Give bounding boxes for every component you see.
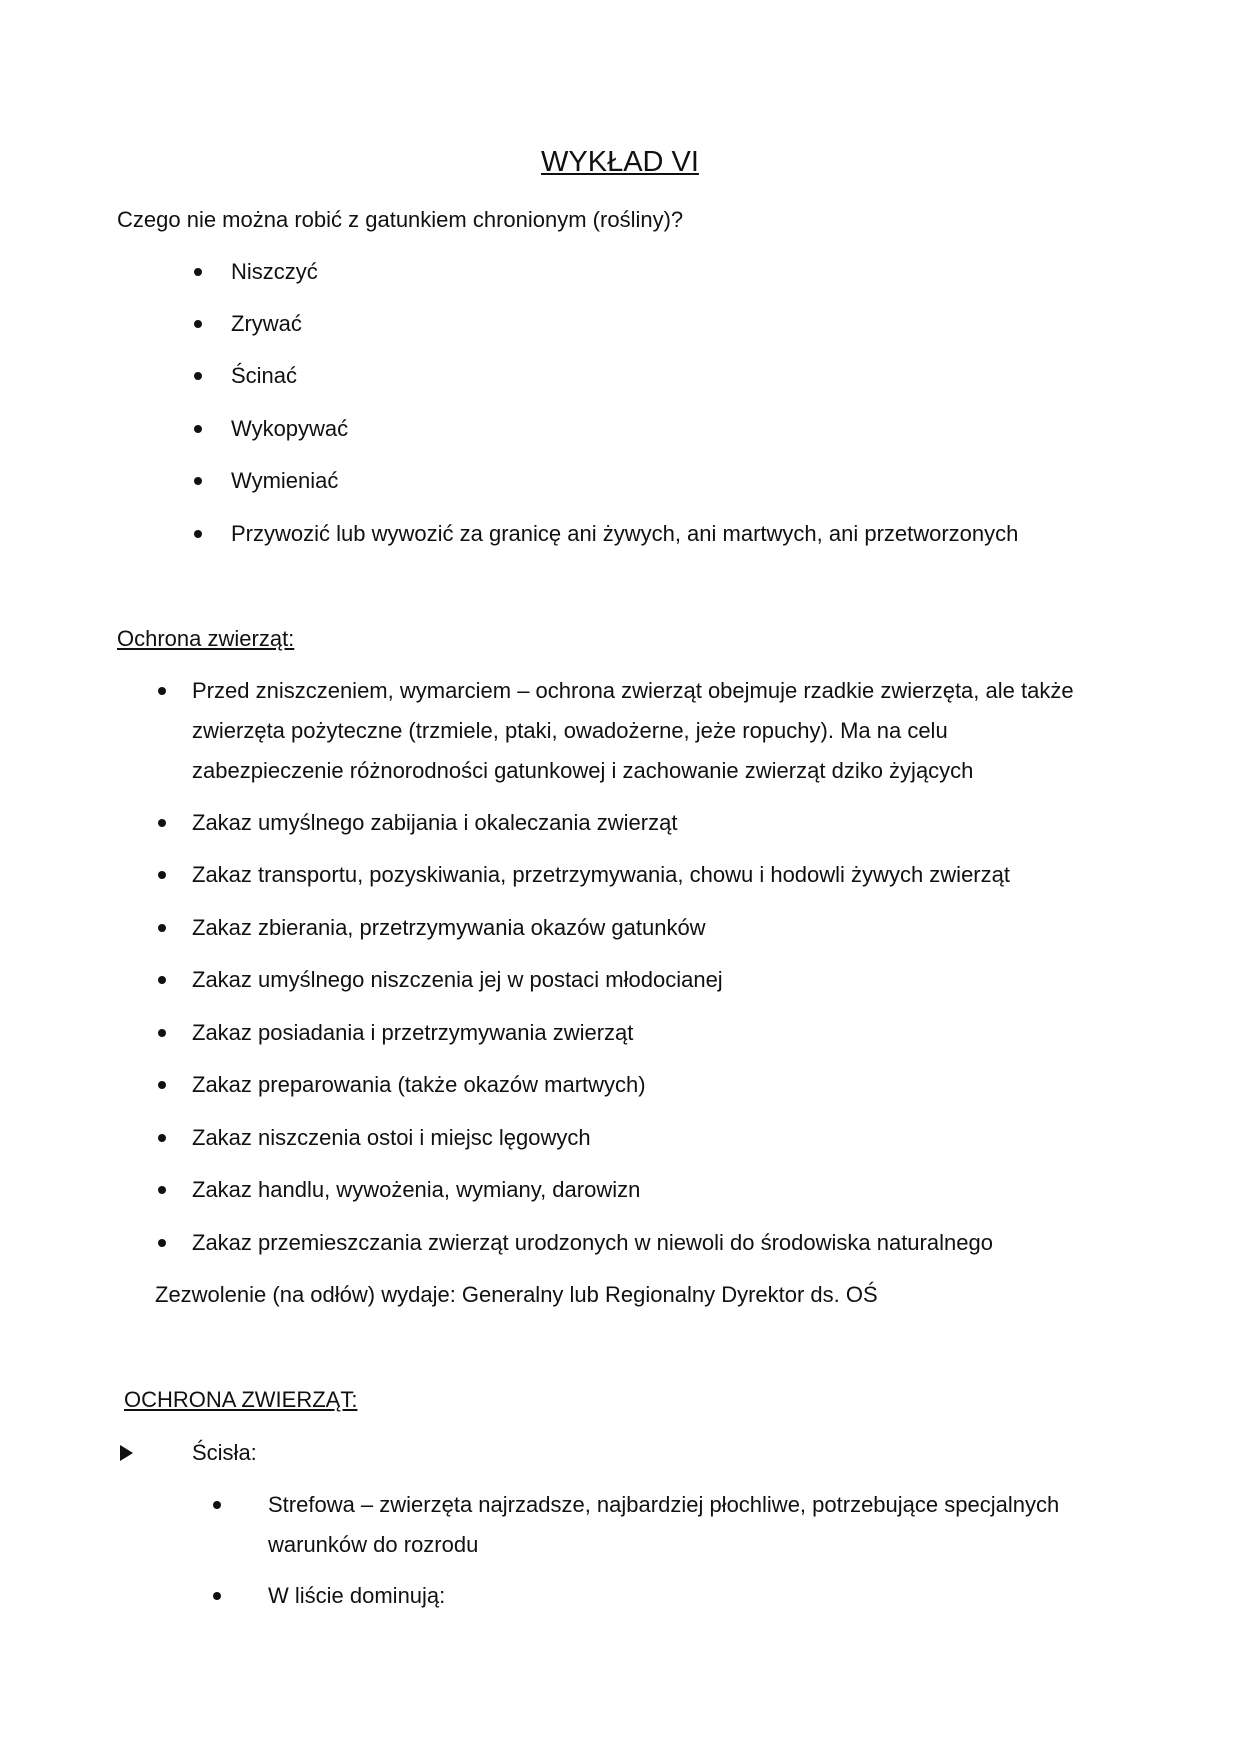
bullet-icon (194, 425, 202, 433)
bullet-icon (158, 1186, 166, 1194)
list-item: Przywozić lub wywozić za granicę ani żywych, ani martwych, ani przetworzonych (231, 521, 1019, 546)
bullet-icon (213, 1501, 221, 1509)
bullet-icon (213, 1592, 221, 1600)
bullet-icon (158, 1239, 166, 1247)
list-item-line: zwierzęta pożyteczne (trzmiele, ptaki, owadożerne, jeże ropuchy). Ma na celu (192, 718, 948, 743)
list-item: Zakaz transportu, pozyskiwania, przetrzymywania, chowu i hodowli żywych zwierząt (192, 862, 1010, 887)
arrow-item: Ścisła: (192, 1440, 257, 1465)
list-item: Niszczyć (231, 259, 318, 284)
bullet-icon (158, 924, 166, 932)
bullet-icon (158, 819, 166, 827)
list-item-line: zabezpieczenie różnorodności gatunkowej i zachowanie zwierząt dziko żyjących (192, 758, 974, 783)
list-item-line: W liście dominują: (268, 1583, 446, 1608)
bullet-icon (158, 871, 166, 879)
bullet-icon (158, 1081, 166, 1089)
list-item: Zakaz umyślnego niszczenia jej w postaci młodocianej (192, 967, 723, 992)
bullet-icon (194, 372, 202, 380)
list-item: Zakaz posiadania i przetrzymywania zwierząt (192, 1020, 634, 1045)
section3-heading: OCHRONA ZWIERZĄT: (124, 1387, 358, 1412)
list-item: Zakaz umyślnego zabijania i okaleczania zwierząt (192, 810, 678, 835)
list-item-line: Strefowa – zwierzęta najrzadsze, najbardziej płochliwe, potrzebujące specjalnych (268, 1492, 1060, 1517)
list-item: Ścinać (231, 363, 298, 388)
list-item: Zakaz niszczenia ostoi i miejsc lęgowych (192, 1125, 591, 1150)
list-item-line: Przed zniszczeniem, wymarciem – ochrona zwierząt obejmuje rzadkie zwierzęta, ale także (192, 678, 1074, 703)
section1-question: Czego nie można robić z gatunkiem chronionym (rośliny)? (117, 207, 684, 232)
list-item-line: warunków do rozrodu (268, 1532, 479, 1557)
list-item: Zrywać (231, 311, 302, 336)
bullet-icon (194, 530, 202, 538)
section2-heading: Ochrona zwierząt: (117, 626, 295, 651)
list-item: Zakaz handlu, wywożenia, wymiany, darowizn (192, 1177, 641, 1202)
bullet-icon (194, 268, 202, 276)
list-item: Wykopywać (231, 416, 349, 441)
bullet-icon (158, 687, 166, 695)
list-item: Zakaz preparowania (także okazów martwych) (192, 1072, 646, 1097)
permit-note: Zezwolenie (na odłów) wydaje: Generalny lub Regionalny Dyrektor ds. OŚ (155, 1282, 878, 1307)
bullet-icon (158, 1029, 166, 1037)
list-item: Zakaz przemieszczania zwierząt urodzonych w niewoli do środowiska naturalnego (192, 1230, 993, 1255)
bullet-icon (194, 477, 202, 485)
arrow-bullet-icon (120, 1445, 133, 1461)
page-title: WYKŁAD VI (541, 146, 699, 178)
list-item: Wymieniać (231, 468, 339, 493)
bullet-icon (158, 1134, 166, 1142)
bullet-icon (158, 976, 166, 984)
bullet-icon (194, 320, 202, 328)
list-item: Zakaz zbierania, przetrzymywania okazów gatunków (192, 915, 706, 940)
